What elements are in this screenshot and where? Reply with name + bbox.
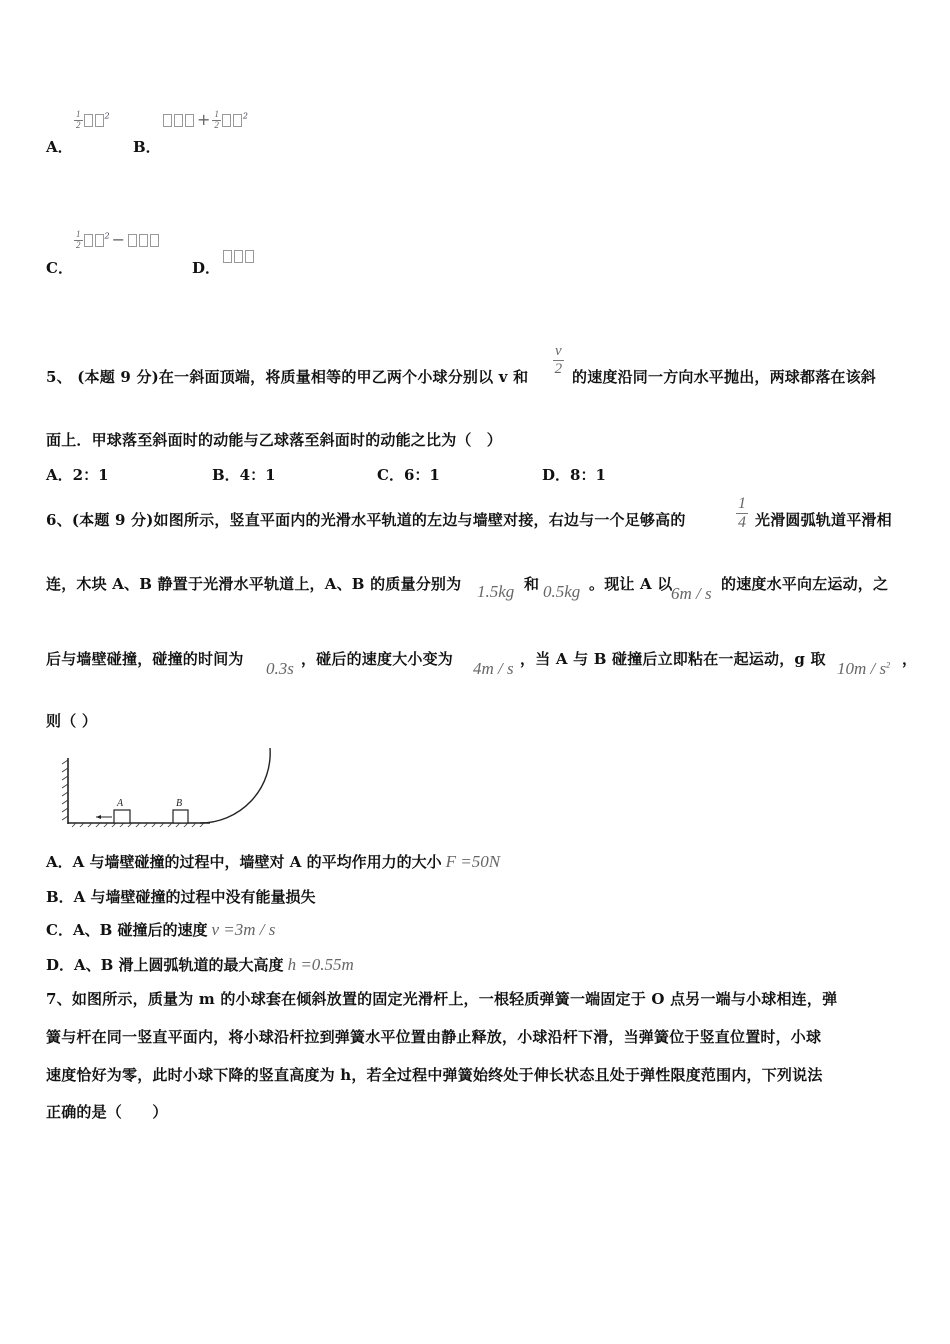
block-b-label: B bbox=[176, 798, 183, 809]
q6-velocity-after: 4m / s bbox=[473, 659, 514, 678]
q6-line-3-b: ，碰后的速度大小变为 bbox=[301, 650, 454, 668]
velocity-arrow-head bbox=[96, 815, 101, 819]
q5-line-1-end: 的速度沿同一方向水平抛出，两球都落在该斜 bbox=[572, 368, 877, 386]
q6-line-2-d: 的速度水平向左运动，之 bbox=[721, 575, 889, 593]
q5-option-a: A．2：1 bbox=[46, 466, 109, 484]
q6-option-a: A．A 与墙壁碰撞的过程中，墙壁对 A 的平均作用力的大小 F =50N bbox=[46, 852, 501, 871]
q6-line-2-a: 连，木块 A、B 静置于光滑水平轨道上，A、B 的质量分别为 bbox=[46, 575, 462, 593]
option-d-label: D． bbox=[192, 259, 221, 277]
q5-option-b: B．4：1 bbox=[212, 466, 276, 484]
q6-line-4: 则（ ） bbox=[46, 712, 98, 730]
option-a-fraction: $\frac{1}{2}$ bbox=[76, 109, 81, 130]
q6-figure bbox=[60, 740, 290, 835]
q6-line-3-c: ，当 A 与 B 碰撞后立即粘在一起运动，g 取 bbox=[520, 650, 826, 668]
q6-fraction: $\frac{1}{4}$ bbox=[738, 495, 746, 531]
wall-hatch bbox=[62, 760, 68, 820]
q5-line-1: 5、 (本题 9 分)在一斜面顶端，将质量相等的甲乙两个小球分别以 v 和 bbox=[46, 368, 529, 386]
option-a-formula: $\frac{1}{2}$ $^2$ bbox=[76, 109, 110, 130]
q6-collision-time: 0.3s bbox=[266, 659, 294, 678]
q5-option-c: C．6：1 bbox=[377, 466, 440, 484]
q5-option-d: D．8：1 bbox=[542, 466, 606, 484]
q6-line-1: 6、(本题 9 分)如图所示，竖直平面内的光滑水平轨道的左边与墙壁对接，右边与一个足够高的 bbox=[46, 511, 686, 529]
block-a bbox=[114, 810, 130, 823]
q5-line-2: 面上．甲球落至斜面时的动能与乙球落至斜面时的动能之比为（ ） bbox=[46, 431, 503, 449]
q6-option-c: C．A、B 碰撞后的速度 v =3m / s bbox=[46, 920, 276, 939]
quarter-arc-track bbox=[200, 748, 270, 823]
q6-line-2-c: 。现让 A 以 bbox=[589, 575, 673, 593]
block-b bbox=[173, 810, 188, 823]
q6-gravity: $10m / s^2$ bbox=[837, 659, 891, 678]
block-a-label: A bbox=[117, 798, 124, 809]
q6-mass-b: 0.5kg bbox=[543, 582, 581, 601]
q6-option-b: B．A 与墙壁碰撞的过程中没有能量损失 bbox=[46, 888, 316, 906]
q6-line-2-b: 和 bbox=[524, 575, 540, 593]
option-b-formula: + $\frac{1}{2}$ $^2$ bbox=[162, 110, 248, 131]
q6-line-3-d: ， bbox=[902, 650, 918, 668]
option-d-formula bbox=[222, 246, 255, 265]
q6-line-1-end: 光滑圆弧轨道平滑相 bbox=[755, 511, 892, 529]
q6-mass-a: 1.5kg bbox=[477, 582, 515, 601]
option-a-label: A． bbox=[46, 138, 73, 156]
q5-fraction: $\frac{v}{2}$ bbox=[554, 343, 563, 377]
q6-velocity-a: 6m / s bbox=[671, 584, 712, 603]
option-c-formula: $\frac{1}{2}$ $^2$ − bbox=[74, 230, 160, 251]
q7-line-1: 7、如图所示，质量为 m 的小球套在倾斜放置的固定光滑杆上，一根轻质弹簧一端固定于 O 点另一端与小球相连，弹 bbox=[46, 990, 838, 1008]
q7-line-2: 簧与杆在同一竖直平面内，将小球沿杆拉到弹簧水平位置由静止释放，小球沿杆下滑，当弹簧位于竖直位置时，小球 bbox=[46, 1028, 822, 1046]
q6-option-d: D．A、B 滑上圆弧轨道的最大高度 h =0.55m bbox=[46, 955, 354, 974]
q7-line-3: 速度恰好为零，此时小球下降的竖直高度为 h，若全过程中弹簧始终处于伸长状态且处于弹性限度范围内，下列说法 bbox=[46, 1066, 823, 1084]
q7-line-4: 正确的是（ ） bbox=[46, 1103, 168, 1121]
option-b-label: B． bbox=[133, 138, 161, 156]
option-c-label: C． bbox=[46, 259, 73, 277]
q6-line-3-a: 后与墙壁碰撞，碰撞的时间为 bbox=[46, 650, 244, 668]
